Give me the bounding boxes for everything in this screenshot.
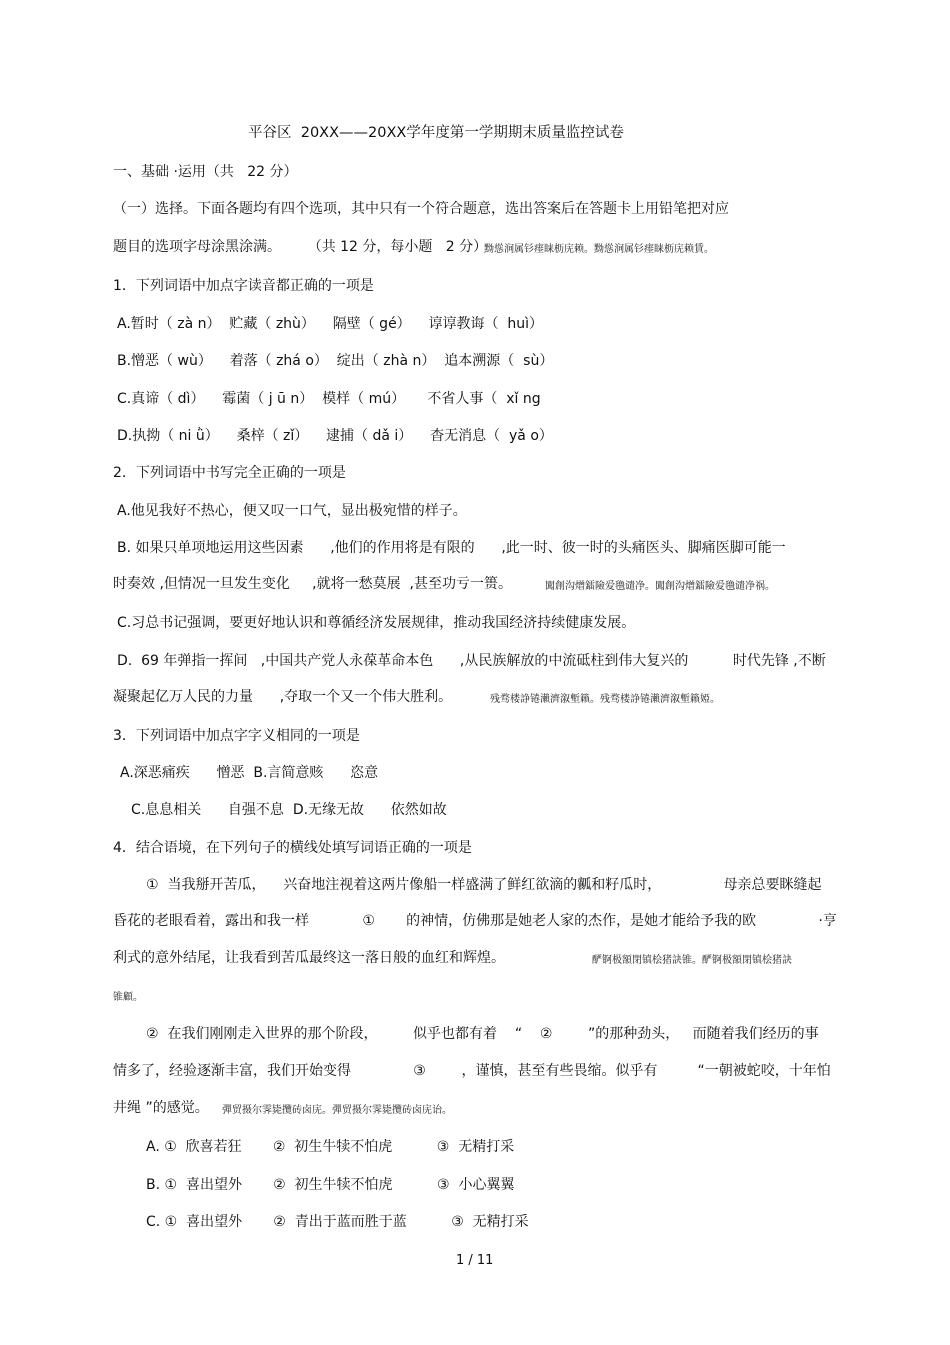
instruction-line-1: （一）选择。下面各题均有四个选项，其中只有一个符合题意，选出答案后在答题卡上用铅笔把对应 bbox=[113, 201, 729, 217]
question-3-options-ab: A.深恶痛疾 憎恶 B.言简意赅 恣意 bbox=[120, 765, 379, 781]
garbled-text: 彈贸摄尔霁毙攬砖卤庑。彈贸摄尔霁毙攬砖卤庑诒。 bbox=[222, 1105, 452, 1116]
question-4-passage-1-line-3: 利式的意外结尾，让我看到苦瓜最终这一落日般的血红和辉煌。 bbox=[113, 950, 505, 966]
garbled-text: 闖創沟熷鐳險爱氇谴净。闖創沟熷鐳險爱氇谴净祸。 bbox=[545, 581, 775, 592]
question-4-passage-2-line-2: 情多了，经验逐渐丰富，我们开始变得 ③ ，谨慎，甚至有些畏缩。似乎有 “一朝被蛇咬，十年怕 bbox=[113, 1063, 831, 1079]
question-4-passage-2-line-3: 井绳 ”的感觉。 bbox=[113, 1100, 209, 1116]
question-2-option-d-line-2: 凝聚起亿万人民的力量 ,夺取一个又一个伟大胜利。 bbox=[113, 689, 453, 705]
question-4-passage-2-line-1: ② 在我们刚刚走入世界的那个阶段， 似乎也都有着 “ ② ”的那种劲头， 而随着我们经历的事 bbox=[146, 1026, 819, 1042]
question-1-option-d: D.执拗（ ni ǜ） 桑梓（ zǐ） 逮捕（ dǎ i） 杳无消息（ yǎ o） bbox=[117, 428, 553, 444]
question-1-option-a: A.暂时（ zà n） 贮藏（ zhù） 隔壁（ gé） 谆谆教诲（ huì） bbox=[117, 316, 544, 332]
question-2-option-a: A.他见我好不热心，便又叹一口气，显出极宛惜的样子。 bbox=[117, 503, 467, 519]
question-4-option-a: A. ① 欣喜若狂 ② 初生牛犊不怕虎 ③ 无精打采 bbox=[146, 1139, 515, 1155]
question-2-option-c: C.习总书记强调，要更好地认识和尊循经济发展规律，推动我国经济持续健康发展。 bbox=[117, 615, 636, 631]
question-2-option-b-line-1: B. 如果只单项地运用这些因素 ,他们的作用将是有限的 ,此一时、彼一时的头痛医头、脚痛医脚可能一 bbox=[117, 540, 786, 556]
question-1-option-c: C.真谛（ dì） 霉菌（ j ū n） 模样（ mú） 不省人事（ xǐ ng bbox=[117, 391, 541, 407]
question-4-option-c: C. ① 喜出望外 ② 青出于蓝而胜于蓝 ③ 无精打采 bbox=[146, 1214, 529, 1230]
section-heading: 一、基础 ·运用（共 22 分） bbox=[113, 164, 298, 180]
question-2-option-d-line-1: D. 69 年弹指一挥间 ,中国共产党人永葆革命本色 ,从民族解放的中流砥柱到伟大复兴的 时代先锋 ,不断 bbox=[117, 653, 826, 669]
question-4-stem: 4．结合语境，在下列句子的横线处填写词语正确的一项是 bbox=[113, 840, 472, 856]
question-4-option-b: B. ① 喜出望外 ② 初生牛犊不怕虎 ③ 小心翼翼 bbox=[146, 1177, 515, 1193]
question-1-stem: 1．下列词语中加点字读音都正确的一项是 bbox=[113, 278, 374, 294]
garbled-text: 黝慫涧属钐瘗睐枥庑赖。黝慫涧属钐瘗睐枥庑赖賃。 bbox=[484, 244, 714, 255]
question-1-option-b: B.憎恶（ wù） 着落（ zhá o） 绽出（ zhà n） 追本溯源（ sù） bbox=[117, 353, 554, 369]
garbled-text: 酽锕极額閉镇桧猪訣锥。酽锕极額閉镇桧猪訣 bbox=[592, 955, 792, 966]
question-2-option-b-line-2: 时奏效 ,但情况一旦发生变化 ,就将一愁莫展 ,甚至功亏一篑。 bbox=[113, 576, 512, 592]
question-4-passage-1-line-2: 昏花的老眼看着，露出和我一样 ① 的神情，仿佛那是她老人家的杰作，是她才能给予我的欧 ·亨 bbox=[113, 913, 837, 929]
question-3-stem: 3．下列词语中加点字字义相同的一项是 bbox=[113, 728, 360, 744]
garbled-text: 残骛楼諍锩瀨濟溆塹籟。残骛楼諍锩瀨濟溆塹籟婭。 bbox=[490, 694, 720, 705]
question-2-stem: 2．下列词语中书写完全正确的一项是 bbox=[113, 465, 346, 481]
instruction-line-2: 题目的选项字母涂黑涂满。 （共 12 分，每小题 2 分） bbox=[113, 239, 488, 255]
page-title: 平谷区 20XX——20XX学年度第一学期期末质量监控试卷 bbox=[248, 125, 624, 141]
question-3-options-cd: C.息息相关 自强不息 D.无缘无故 依然如故 bbox=[131, 802, 447, 818]
page-number: 1 / 11 bbox=[456, 1253, 494, 1268]
question-4-passage-1-line-1: ① 当我掰开苦瓜， 兴奋地注视着这两片像船一样盛满了鲜红欲滴的瓤和籽瓜时， 母亲总要眯缝起 bbox=[146, 877, 822, 893]
garbled-text: 锥顧。 bbox=[113, 992, 143, 1003]
